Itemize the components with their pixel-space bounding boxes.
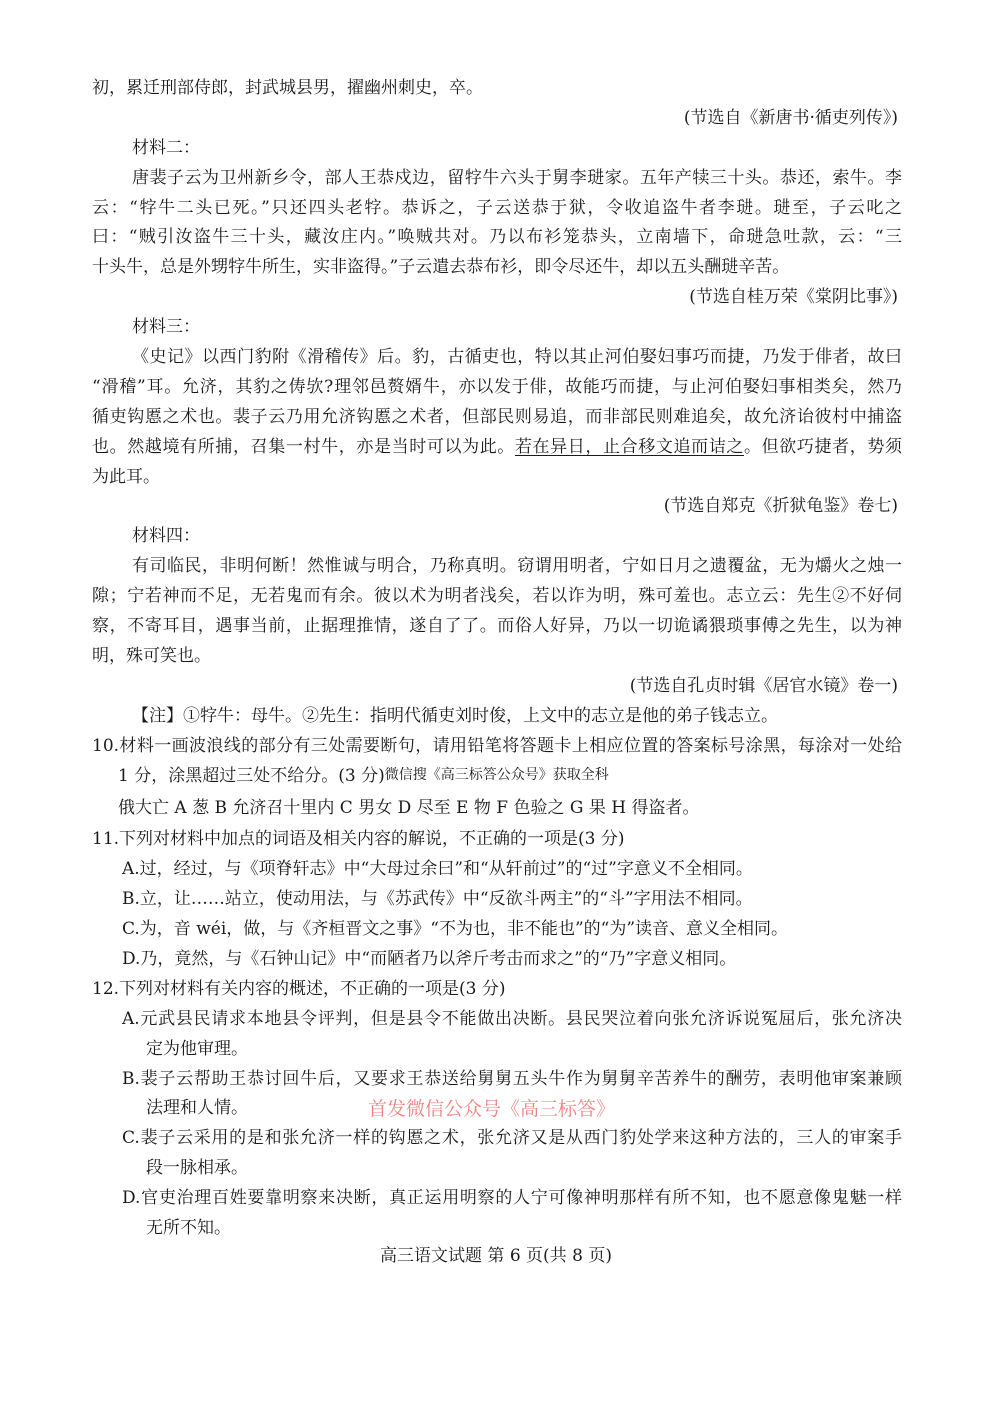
exam-page-body	[92, 74, 902, 1244]
text-line	[92, 1005, 902, 1035]
text-line	[92, 343, 902, 373]
question-stem	[92, 975, 902, 1005]
text-line	[92, 582, 902, 612]
text-line	[92, 945, 902, 975]
answer-option	[92, 885, 902, 915]
text-line	[92, 642, 902, 672]
text-segment: 材料四：	[132, 526, 200, 547]
text-segment: 有司临民，非明何断！然惟诚与明合，乃称真明。窃谓用明者，宁如日月之遗覆盆，无为爝火之烛一	[132, 556, 902, 577]
underlined-sentence: 若在异日，止合移文追而诘之	[514, 436, 745, 457]
text-line	[92, 253, 902, 283]
text-segment: 1 分，涂黑超过三处不给分。(3 分)	[118, 766, 385, 787]
text-segment: 也。然越境有所捕，召集一村牛，亦是当时可以为此。	[92, 436, 515, 457]
text-line	[92, 373, 902, 403]
text-segment: 无所不知。	[146, 1217, 231, 1238]
question-stem	[92, 732, 902, 792]
text-line	[92, 825, 902, 855]
text-segment: 。但欲巧捷者，势须	[744, 436, 903, 457]
promo-note: 微信搜《高三标答公众号》获取全科	[384, 767, 609, 784]
source-citation	[92, 283, 902, 313]
text-segment: 明，殊可笑也。	[92, 645, 211, 666]
answer-option	[92, 945, 902, 975]
text-line	[92, 194, 902, 224]
text-segment: 察，不寄耳目，遇事当前，止据理推情，遂自了了。而俗人好异，乃以一切诡谲猥琐事傅之先生，以为神	[92, 616, 902, 637]
source-citation	[92, 492, 902, 522]
answer-option	[92, 1124, 902, 1184]
text-line	[92, 134, 902, 164]
text-segment: D.乃，竟然，与《石钟山记》中“而陋者乃以斧斤考击而求之”的“乃”字意义相同。	[122, 948, 737, 969]
text-segment: 隙；宁若神而不足，无若鬼而有余。彼以术为明者浅矣，若以诈为明，殊可羞也。志立云：先生②不好伺	[92, 586, 902, 607]
answer-options-line	[92, 791, 902, 825]
text-segment: 唐裴子云为卫州新乡令，部人王恭戍边，留牸牛六头于舅李琎家。五年产犊三十头。恭还，索牛。李	[132, 167, 902, 188]
paragraph	[92, 552, 902, 672]
text-line	[92, 702, 902, 732]
text-segment: C.为，音 wéi，做，与《齐桓晋文之事》“不为也，非不能也”的“为”读音、意义全相同。	[122, 919, 789, 940]
text-line	[92, 855, 902, 885]
answer-option	[92, 855, 902, 885]
text-line	[92, 1065, 902, 1095]
text-segment: 十头牛，总是外甥牸牛所生，实非盗得。”子云遣去恭布衫，即令尽还牛，却以五头酬琎辛苦。	[92, 257, 790, 278]
text-line	[92, 433, 902, 463]
text-line	[92, 1214, 902, 1244]
text-line	[92, 975, 902, 1005]
material-label	[92, 522, 902, 552]
text-segment: B.裴子云帮助王恭讨回牛后，又要求王恭送给舅舅五头牛作为舅舅辛苦养牛的酬劳，表明他审案兼顾	[122, 1068, 902, 1089]
material-label	[92, 313, 902, 343]
text-line	[92, 1184, 902, 1214]
text-segment: A.元武县民请求本地县令评判，但是县令不能做出决断。县民哭泣着向张允济诉说冤屈后，张允济决	[122, 1008, 902, 1029]
text-segment: 曰：“贼引汝盗牛三十头，藏汝庄内。”唤贼共对。乃以布衫笼恭头，立南墙下，命琎急吐款，云：“三	[92, 227, 902, 248]
text-line	[92, 403, 902, 433]
text-segment: 定为他审理。	[146, 1038, 248, 1059]
text-segment: (节选自《新唐书·循吏列传》)	[683, 107, 898, 128]
text-segment: 法理和人情。	[146, 1098, 248, 1119]
text-segment: (节选自孔贞时辑《居官水镜》卷一)	[629, 675, 898, 696]
question-stem	[92, 825, 902, 855]
source-citation	[92, 104, 902, 134]
paragraph	[92, 164, 902, 284]
text-line	[92, 164, 902, 194]
answer-option	[92, 1184, 902, 1244]
text-segment: C.裴子云采用的是和张允济一样的钩慝之术，张允济又是从西门豹处学来这种方法的，三人的审案手	[122, 1128, 902, 1149]
page-footer: 高三语文试题 第 6 页(共 8 页)	[380, 1246, 612, 1266]
text-line	[92, 612, 902, 642]
text-line	[92, 74, 902, 104]
text-segment: B.立，让……站立，使动用法，与《苏武传》中“反欲斗两主”的“斗”字用法不相同。	[122, 889, 753, 910]
source-citation	[92, 672, 902, 702]
text-segment: 12.下列对材料有关内容的概述，不正确的一项是(3 分)	[92, 978, 506, 999]
text-line	[92, 1124, 902, 1154]
text-segment: 《史记》以西门豹附《滑稽传》后。豹，古循吏也，特以其止河伯娶妇事巧而捷，乃发于俳者，故曰	[132, 347, 902, 368]
text-line	[92, 552, 902, 582]
text-segment: 材料三：	[132, 317, 200, 338]
text-line	[92, 791, 902, 825]
text-line	[92, 223, 902, 253]
watermark: 首发微信公众号《高三标答》	[368, 1098, 616, 1120]
text-line	[92, 761, 902, 791]
text-line	[92, 104, 902, 134]
text-segment: 【注】①牸牛：母牛。②先生：指明代循吏刘时俊，上文中的志立是他的弟子钱志立。	[132, 705, 778, 726]
text-line	[92, 1154, 902, 1184]
annotation-note	[92, 702, 902, 732]
text-line	[92, 885, 902, 915]
text-line	[92, 313, 902, 343]
text-line	[92, 492, 902, 522]
text-line	[92, 732, 902, 762]
text-segment: 俄大亡 A 葱 B 允济召十里内 C 男女 D 尽至 E 物 F 色验之 G 果 H 得盗者。	[118, 798, 700, 819]
text-segment: D.官吏治理百姓要靠明察来决断，真正运用明察的人宁可像神明那样有所不知，也不愿意像鬼魅一样	[122, 1188, 902, 1209]
text-segment: A.过，经过，与《项脊轩志》中“大母过余曰”和“从轩前过”的“过”字意义不全相同。	[122, 859, 753, 880]
text-line	[92, 283, 902, 313]
text-segment: 材料二：	[132, 137, 200, 158]
paragraph	[92, 343, 902, 492]
text-line	[92, 915, 902, 945]
answer-option	[92, 1005, 902, 1065]
text-line	[92, 672, 902, 702]
text-segment: 云：“牸牛二头已死。”只还四头老牸。恭诉之，子云送恭于狱，令收追盗牛者李琎。琎至，子云叱之	[92, 197, 902, 218]
text-segment: (节选自桂万荣《棠阴比事》)	[689, 287, 898, 308]
text-line	[92, 463, 902, 493]
text-segment: 10.材料一画波浪线的部分有三处需要断句，请用铅笔将答题卡上相应位置的答案标号涂黑，每涂对一处给	[92, 735, 902, 756]
text-segment: “滑稽”耳。允济，其豹之俦欤?理邻邑赘婿牛，亦以发于俳，故能巧而捷，与止河伯娶妇事相类矣，然乃	[92, 376, 902, 397]
text-segment: 为此耳。	[92, 466, 160, 487]
material-label	[92, 134, 902, 164]
text-segment: (节选自郑克《折狱龟鉴》卷七)	[663, 496, 898, 517]
answer-option	[92, 915, 902, 945]
text-line	[92, 1035, 902, 1065]
paragraph	[92, 74, 902, 104]
text-line	[92, 522, 902, 552]
text-segment: 初，累迁刑部侍郎，封武城县男，擢幽州刺史，卒。	[92, 78, 483, 98]
text-segment: 循吏钩慝之术也。裴子云乃用允济钩慝之术者，但部民则易追，而非部民则难追矣，故允济诒彼村中捕盗	[92, 406, 902, 427]
text-segment: 段一脉相承。	[146, 1158, 248, 1179]
text-segment: 11.下列对材料中加点的词语及相关内容的解说，不正确的一项是(3 分)	[92, 829, 625, 850]
